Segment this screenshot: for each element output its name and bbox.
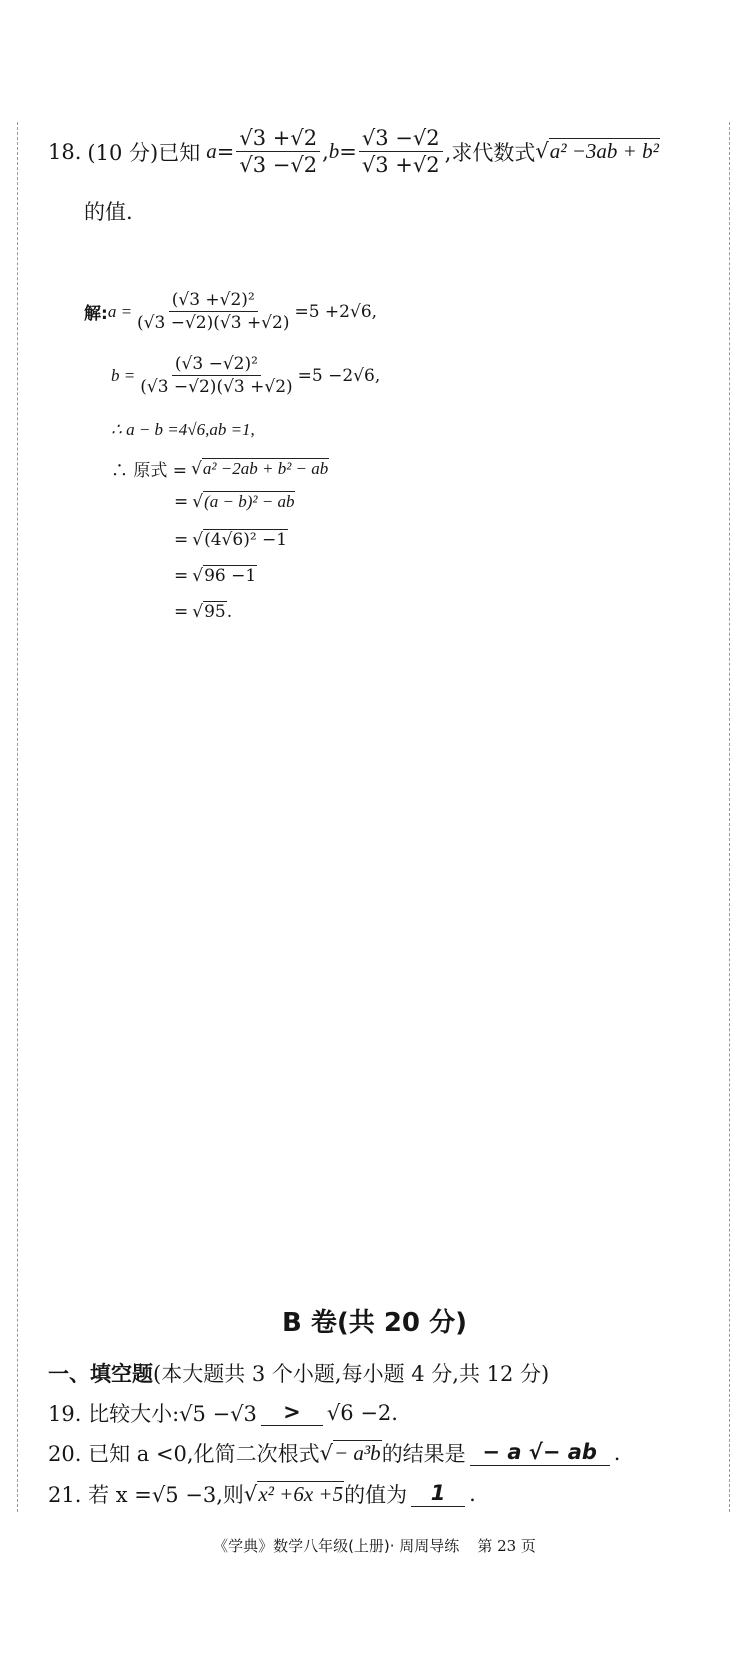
q18-ask: ,求代数式 bbox=[444, 140, 536, 165]
page-footer bbox=[0, 1535, 749, 1556]
q18-eq-a: = bbox=[216, 139, 235, 164]
fill-blank-note: (本大题共 3 个小题,每小题 4 分,共 12 分) bbox=[153, 1362, 550, 1386]
question-18: 18. (10 分)已知 a = $\frac{√3 +√2}{√3 -√2}$ , b = $\frac{√3 -√2}{√3 +√2}$ ,求代数式 √a² −3ab + b² bbox=[48, 126, 659, 177]
q20-answer: − a √− ab bbox=[470, 1440, 610, 1466]
q19-text: 19. 比较大小:√5 −√3 bbox=[48, 1402, 257, 1426]
solution-orig-lhs: ∴ 原式 = bbox=[111, 461, 188, 481]
solution-b-lhs: b = bbox=[111, 365, 136, 385]
solution-step-4: = √96 −1 bbox=[174, 566, 257, 586]
q18-radicand: a² −3ab + b² bbox=[549, 139, 659, 163]
q21-tail: . bbox=[469, 1482, 476, 1506]
q18-number: 18. bbox=[48, 139, 82, 164]
solution-rad-1: a² −2ab + b² − ab bbox=[202, 458, 329, 478]
q20-radicand: − a³b bbox=[333, 1440, 381, 1465]
q18-b-var: b bbox=[328, 139, 340, 163]
q18-b-denominator: √3 +√2 bbox=[361, 153, 440, 177]
solution-b-num: (√3 −√2)² bbox=[172, 354, 261, 376]
fill-blank-title: 一、填空题 bbox=[48, 1362, 153, 1386]
solution-a-den: (√3 −√2)(√3 +√2) bbox=[137, 313, 290, 333]
solution-line-a bbox=[84, 290, 377, 333]
solution-b-den: (√3 −√2)(√3 +√2) bbox=[140, 377, 293, 397]
footer-page-number: 第 23 页 bbox=[477, 1537, 536, 1555]
section-b-title: B 卷(共 20 分) bbox=[282, 1308, 467, 1338]
q19-tail: √6 −2. bbox=[326, 1401, 398, 1425]
q18-a-denominator: √3 −√2 bbox=[239, 153, 318, 177]
q21-answer: 1 bbox=[411, 1481, 465, 1507]
question-19 bbox=[48, 1398, 398, 1428]
q18-b-fraction bbox=[359, 126, 443, 177]
q18-radical: √a² −3ab + b² bbox=[535, 139, 659, 163]
solution-label: 解: bbox=[84, 304, 108, 324]
q18-a-var: a bbox=[206, 139, 217, 163]
q18-points: (10 分)已知 bbox=[87, 140, 201, 165]
solution-b-fraction bbox=[137, 354, 295, 397]
q18-a-fraction bbox=[236, 126, 320, 177]
solution-a-num: (√3 +√2)² bbox=[169, 290, 258, 312]
solution-step-3: = √(4√6)² −1 bbox=[174, 530, 288, 550]
q20-text-a: 20. 已知 a <0,化简二次根式 bbox=[48, 1442, 320, 1466]
q21-radicand: x² +6x +5 bbox=[258, 1481, 344, 1506]
q18-b-numerator: √3 −√2 bbox=[359, 126, 443, 152]
solution-a-rhs: =5 +2√6, bbox=[294, 301, 378, 322]
solution-rad-2: (a − b)² − ab bbox=[204, 492, 295, 511]
solution-b-rhs: =5 −2√6, bbox=[297, 365, 381, 386]
question-20: 20. 已知 a <0,化简二次根式 √− a³b 的结果是 − a √− ab . bbox=[48, 1440, 621, 1466]
solution-a-fraction bbox=[134, 290, 292, 333]
q19-answer: > bbox=[261, 1400, 323, 1426]
solution-line-diff: ∴ a − b =4√6,ab =1, bbox=[111, 420, 255, 439]
solution-line-b bbox=[111, 354, 380, 397]
solution-rad-3: (4√6)² −1 bbox=[204, 530, 288, 550]
q21-text-b: 的值为 bbox=[344, 1483, 408, 1507]
q18-eq-b: = bbox=[339, 139, 357, 164]
footer-book: 《学典》数学八年级(上册)· 周周导练 bbox=[213, 1537, 460, 1555]
solution-step-5: = √95 . bbox=[174, 602, 233, 622]
q18-tail: 的值. bbox=[84, 200, 133, 224]
q21-text-a: 21. 若 x =√5 −3,则 bbox=[48, 1483, 244, 1507]
solution-rad-4: 96 −1 bbox=[204, 566, 257, 586]
solution-a-lhs: a = bbox=[107, 301, 133, 321]
q20-tail: . bbox=[613, 1441, 621, 1465]
solution-rad-5: 95 bbox=[204, 602, 226, 622]
q18-a-numerator: √3 +√2 bbox=[236, 126, 320, 152]
question-21: 21. 若 x =√5 −3,则 √x² +6x +5 的值为 1 . bbox=[48, 1481, 476, 1507]
q20-text-b: 的结果是 bbox=[381, 1442, 466, 1466]
fill-blank-heading bbox=[48, 1358, 549, 1388]
solution-step-2: = √(a − b)² − ab bbox=[174, 492, 295, 512]
solution-line-orig: ∴ 原式 = √a² −2ab + b² − ab bbox=[111, 456, 329, 481]
